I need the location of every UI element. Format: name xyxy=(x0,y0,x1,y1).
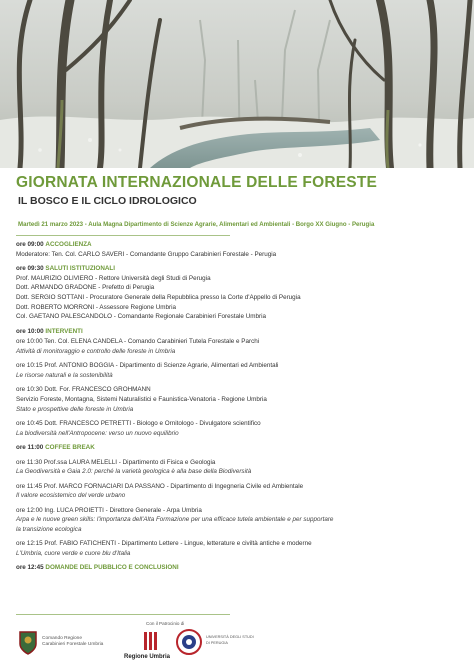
speaker-line: Dott. ARMANDO GRADONE - Prefetto di Perugia xyxy=(16,284,155,292)
speaker-line: Prof. MAURIZIO OLIVIERO - Rettore Università degli Studi di Perugia xyxy=(16,274,211,282)
talk-speaker: ore 12:00 Ing. LUCA PROIETTI - Direttore Generale - Arpa Umbria xyxy=(16,506,202,514)
speaker-line: Dott. SERGIO SOTTANI - Procuratore Generale della Repubblica presso la Corte d'Appello di Perugia xyxy=(16,293,301,301)
talk-topic: Arpa e le nuove green skills: l'importanza dell'Alta Formazione per una efficace tutela ambientale e per supportare xyxy=(16,516,334,524)
talk-topic: L'Umbria, cuore verde e cuore blu d'Italia xyxy=(16,549,131,557)
page-subtitle: IL BOSCO E IL CICLO IDROLOGICO xyxy=(18,195,197,207)
page-title: GIORNATA INTERNAZIONALE DELLE FORESTE xyxy=(16,174,378,191)
talk-speaker: ore 10:15 Prof. ANTONIO BOGGIA - Dipartimento di Scienze Agrarie, Alimentari ed Ambientali xyxy=(16,362,279,370)
session-time: ore 12:45 xyxy=(16,563,44,571)
patronage-label: Con il Patrocinio di xyxy=(146,621,185,626)
divider xyxy=(16,235,230,236)
talk-topic: Il valore ecosistemico del verde urbano xyxy=(16,492,126,500)
talk-speaker: ore 10:00 Ten. Col. ELENA CANDELA - Comando Carabinieri Tutela Forestale e Parchi xyxy=(16,338,260,346)
talk-topic: Attività di monitoraggio e controllo delle foreste in Umbria xyxy=(16,347,176,355)
footer-divider xyxy=(16,614,230,615)
talk-item xyxy=(16,482,462,501)
talk-speaker: ore 11:30 Prof.ssa LAURA MELELLI - Dipartimento di Fisica e Geologia xyxy=(16,458,216,466)
talk-item xyxy=(16,337,462,356)
session-label: ACCOGLIENZA xyxy=(45,241,92,248)
talk-speaker: ore 11:45 Prof. MARCO FORNACIARI DA PASSANO - Dipartimento di Ingegneria Civile ed Ambientale xyxy=(16,482,304,490)
talk-topic: La Geodiversità e Gaia 2.0: perché la varietà geologica è alla base della Biodiversità xyxy=(16,468,252,476)
session-label: SALUTI ISTITUZIONALI xyxy=(45,265,116,273)
session-label: COFFEE BREAK xyxy=(45,443,95,451)
event-date-location: Martedì 21 marzo 2023 - Aula Magna Dipartimento di Scienze Agrarie, Alimentari ed Ambientali - Borgo XX Giugno - Perugia xyxy=(18,221,375,228)
talk-item xyxy=(16,419,462,438)
hero-forest-photo xyxy=(0,0,474,168)
regione-umbria-emblem-icon xyxy=(130,630,170,652)
session-time: ore 10:00 xyxy=(16,327,44,335)
talk-topic: Stato e prospettive delle foreste in Umbria xyxy=(16,405,134,413)
session-label: DOMANDE DEL PUBBLICO E CONCLUSIONI xyxy=(45,563,179,571)
program-schedule xyxy=(16,240,462,573)
talk-item xyxy=(16,506,462,534)
talk-item xyxy=(16,458,462,477)
session-saluti xyxy=(16,264,462,322)
talk-item xyxy=(16,539,462,558)
footer-logos xyxy=(0,618,474,670)
session-time: ore 09:30 xyxy=(16,265,44,273)
regione-umbria-label: Regione Umbria xyxy=(124,654,171,660)
talk-item xyxy=(16,385,462,414)
moderator-line: Moderatore: Ten. Col. CARLO SAVERI - Comandante Gruppo Carabinieri Forestale - Perugia xyxy=(16,250,277,258)
talk-speaker: ore 12:15 Prof. FABIO FATICHENTI - Dipartimento Lettere - Lingue, letterature e civiltà antiche e moderne xyxy=(16,539,312,547)
talk-topic: La biodiversità nell'Antropocene: verso un nuovo equilibrio xyxy=(16,429,179,437)
session-time: ore 11:00 xyxy=(16,443,44,451)
session-domande xyxy=(16,563,462,573)
talk-speaker: ore 10:45 Dott. FRANCESCO PETRETTI - Biologo e Ornitologo - Divulgatore scientifico xyxy=(16,419,261,427)
session-time: ore 09:00 xyxy=(16,241,44,248)
session-coffee-break xyxy=(16,443,462,453)
carabinieri-shield-icon xyxy=(18,630,38,656)
session-accoglienza xyxy=(16,240,462,259)
talk-topic: Le risorse naturali e la sostenibilità xyxy=(16,371,113,379)
talk-speaker: ore 10:30 Dott. For. FRANCESCO GROHMANN xyxy=(16,386,151,394)
talk-topic-continued: la transizione ecologica xyxy=(16,525,82,533)
carabinieri-label: Comando Regione Carabinieri Forestale Umbria xyxy=(42,636,104,647)
talk-affiliation: Servizio Foreste, Montagna, Sistemi Naturalistici e Faunistica-Venatoria - Regione Umbria xyxy=(16,395,267,403)
program-content xyxy=(16,174,462,578)
session-interventi xyxy=(16,327,462,438)
speaker-line: Col. GAETANO PALESCANDOLO - Comandante Regionale Carabinieri Forestale Umbria xyxy=(16,313,266,321)
talk-item xyxy=(16,361,462,380)
unipg-seal-icon xyxy=(175,628,203,656)
unipg-label: UNIVERSITÀ DEGLI STUDI DI PERUGIA xyxy=(206,635,254,645)
session-label: INTERVENTI xyxy=(45,327,83,335)
speaker-line: Dott. ROBERTO MORRONI - Assessore Regione Umbria xyxy=(16,303,177,311)
